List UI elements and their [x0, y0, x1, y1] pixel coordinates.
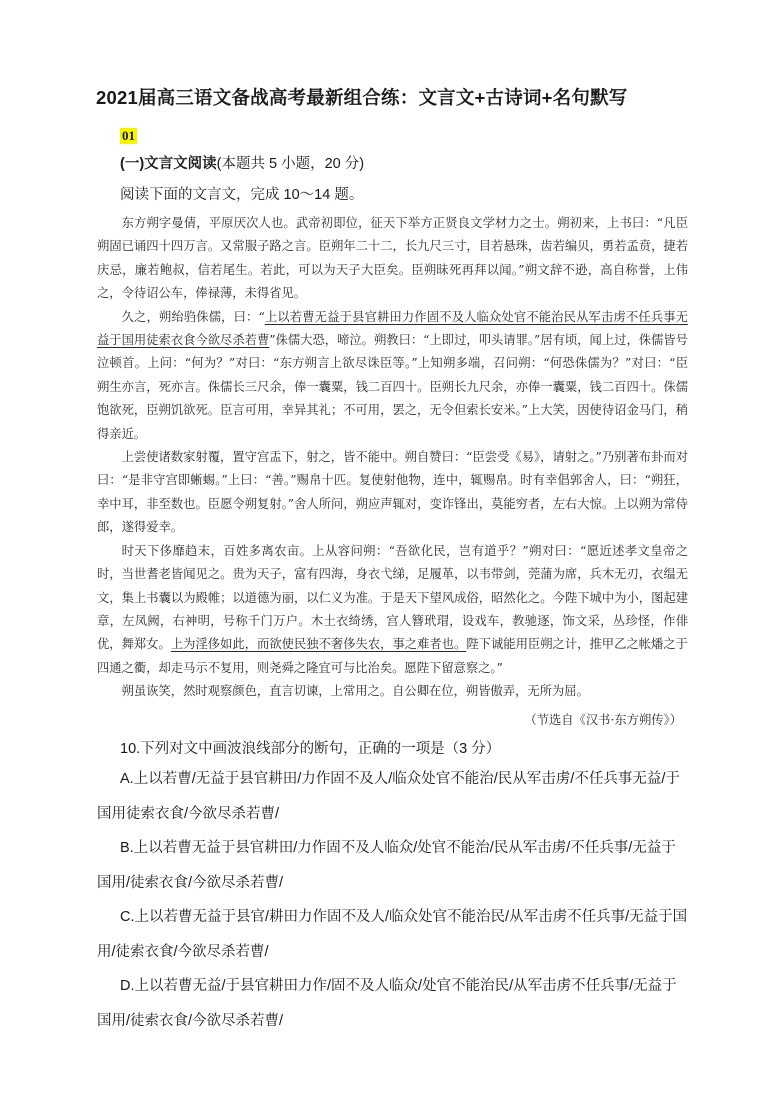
passage-p4-rest: 陛下诚能用臣朔之计，推甲乙之帐燔之于四通之衢，却走马示不复用，则尧舜之隆宜可与比治矣。愿陛下留意察之。” — [97, 637, 688, 675]
wavy-underlined-sentence: 上以若曹无益于县官耕田力作固不及人临众处官不能治民从军击虏不任兵事无益于国用徒索衣食今欲尽杀若曹 — [97, 309, 688, 348]
reading-instruction: 阅读下面的文言文，完成 10～14 题。 — [120, 187, 364, 203]
section-heading-label: (一)文言文阅读 — [120, 156, 217, 172]
section-heading — [120, 152, 364, 173]
answer-options — [97, 762, 688, 1038]
passage-paragraph-2 — [97, 306, 688, 446]
option-b: B.上以若曹无益于县官耕田/力作固不及人临众/处官不能治/民从军击虏/不任兵事/无益于国用/徒索衣食/今欲尽杀若曹/ — [97, 840, 676, 891]
passage-paragraph-4 — [97, 540, 688, 680]
option-a: A.上以若曹/无益于县官耕田/力作固不及人/临众处官不能治/民从军击虏/不任兵事无益/于国用徒索衣食/今欲尽杀若曹/ — [97, 771, 680, 822]
passage-p2-lead: 久之，朔绐驺侏儒，曰：“ — [121, 309, 265, 324]
set-number-badge: 01 — [122, 128, 135, 143]
section-heading-score: (本题共 5 小题，20 分) — [216, 156, 365, 172]
passage-p4-lead: 时天下侈靡趋末，百姓多离农亩。上从容问朔：“吾欲化民，岂有道乎？”朔对曰：“愿近述孝文皇帝之时，当世耆老皆闻见之。贵为天子，富有四海，身衣弋绨，足履革，以韦带剑，莞蒲为席，兵木无刃，衣缊无文，集上书囊以为殿帷；以道德为丽，以仁义为准。于是天下望风成俗，昭然化之。今陛下城中为小，图起建章，左凤阙，右神明，号称千门万户。木土衣绮绣，宫人簪玳瑁，设戏车，教驰逐，饰文采，丛珍怪，作俳优，舞郑女。 — [97, 543, 688, 652]
question-10: 10.下列对文中画波浪线部分的断句，正确的一项是（3 分） — [120, 741, 501, 757]
document-title: 2021届高三语文备战高考最新组合练：文言文+古诗词+名句默写 — [96, 87, 628, 108]
passage-paragraph-1: 东方朔字曼倩，平原厌次人也。武帝初即位，征天下举方正贤良文学材力之士。朔初来，上书曰：“凡臣朔固已诵四十四万言。又常服子路之言。臣朔年二十二，长九尺三寸，目若悬珠，齿若编贝，勇若孟贲，捷若庆忌，廉若鲍叔，信若尾生。若此，可以为天子大臣矣。臣朔昧死再拜以闻。”朔文辞不逊，高自称誉，上伟之，令待诏公车，俸禄薄，未得省见。 — [97, 216, 688, 301]
underlined-sentence: 上为淫侈如此，而欲使民独不奢侈失农，事之难者也。 — [170, 637, 467, 652]
option-c: C.上以若曹无益于县官/耕田力作固不及人/临众处官不能治民/从军击虏不任兵事/无益于国用/徒索衣食/今欲尽杀若曹/ — [97, 909, 688, 960]
passage-source: （节选自《汉书·东方朔传》） — [524, 713, 682, 727]
passage-paragraph-3: 上尝使诸数家射覆，置守宫盂下，射之，皆不能中。朔自赞曰：“臣尝受《易》，请射之。”乃别著布卦而对曰：“是非守宫即蜥蜴。”上曰：“善。”赐帛十匹。复使射他物，连中，辄赐帛。时有幸倡郭舍人，曰：“朔狂，幸中耳，非至数也。臣愿令朔复射。”舍人所问，朔应声辄对，变诈锋出，莫能穷者，左右大惊。上以朔为常侍郎，遂得爱幸。 — [97, 450, 688, 535]
option-d: D.上以若曹无益/于县官耕田力作/固不及人临众/处官不能治民/从军击虏不任兵事/无益于国用/徒索衣食/今欲尽杀若曹/ — [97, 978, 677, 1029]
classical-passage — [97, 212, 688, 704]
passage-paragraph-5: 朔虽诙笑，然时观察颜色，直言切谏，上常用之。自公卿在位，朔皆傲弄，无所为屈。 — [121, 684, 589, 699]
passage-p2-rest: ”侏儒大恐，啼泣。朔教曰：“上即过，叩头请罪。”居有顷，闻上过，侏儒皆号泣顿首。上问：“何为？”对曰：“东方朔言上欲尽诛臣等。”上知朔多端，召问朔：“何恐侏儒为？”对曰：“臣朔生亦言，死亦言。侏儒长三尺余，俸一囊粟，钱二百四十。臣朔长九尺余，亦俸一囊粟，钱二百四十。侏儒饱欲死，臣朔饥欲死。臣言可用，幸异其礼；不可用，罢之，无令但索长安米。”上大笑，因使待诏金马门，稍得亲近。 — [97, 333, 688, 441]
